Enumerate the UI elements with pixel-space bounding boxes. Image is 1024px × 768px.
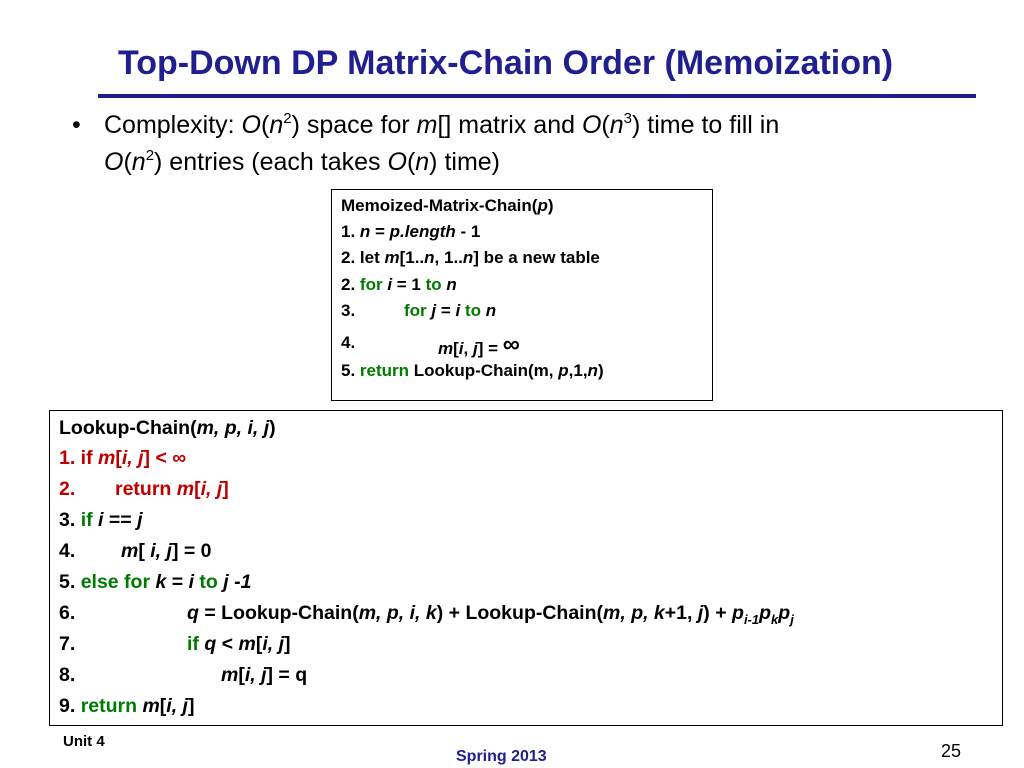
title-rule	[98, 94, 976, 98]
lookup-line-7: 7. if q < m[i, j]	[59, 633, 291, 655]
bullet-line-2: $O(n^2)$ entries (each takes O(n) time)	[104, 147, 500, 176]
page-number: 25	[941, 741, 962, 761]
lookup-line-1: 1. if m[i, j] < ∞	[59, 447, 187, 469]
lookup-code-box	[49, 410, 1003, 726]
footer-unit: Unit 4	[63, 733, 105, 750]
lookup-line-8: 8. m[i, j] = q	[59, 664, 308, 686]
memoized-line-4: 3. for j = i to n	[341, 301, 497, 320]
lookup-line-2: 2. return m[i, j]	[59, 478, 229, 500]
lookup-line-6: 6. q = Lookup-Chain(m, p, i, k) + Lookup-Chain(m, p, k+1, $j) + p_{i-1}p_kp_j$	[59, 602, 794, 627]
footer-term: Spring 2013	[456, 748, 547, 765]
memoized-line-3: 2. for i = 1 to n	[341, 275, 457, 294]
lookup-line-3: 3. if i == j	[59, 509, 143, 531]
memoized-line-5: 4. m[i, j] = ∞	[341, 331, 520, 358]
lookup-line-9: 9. return m[i, j]	[59, 695, 195, 717]
memoized-line-6: 5. return Lookup-Chain(m, p,1,n)	[341, 361, 604, 380]
memoized-line-1: 1. n = p.length - 1	[341, 222, 481, 241]
slide-title: Top-Down DP Matrix-Chain Order (Memoization)	[118, 44, 894, 82]
lookup-line-5: 5. else for k = i to j -1	[59, 571, 252, 593]
lookup-line-4: 4. m[ i, j] = 0	[59, 540, 212, 562]
bullet-dot-icon: •	[72, 111, 81, 139]
memoized-code-box	[331, 189, 713, 401]
memoized-header: Memoized-Matrix-Chain(p)	[341, 196, 554, 215]
bullet-line-1: • Complexity: $O(n^2)$ space for m[] matrix and $O(n^3)$ time to fill in	[72, 110, 780, 139]
lookup-header: Lookup-Chain(m, p, i, j)	[59, 417, 276, 439]
memoized-line-2: 2. let m[1..n, 1..n] be a new table	[341, 248, 600, 267]
